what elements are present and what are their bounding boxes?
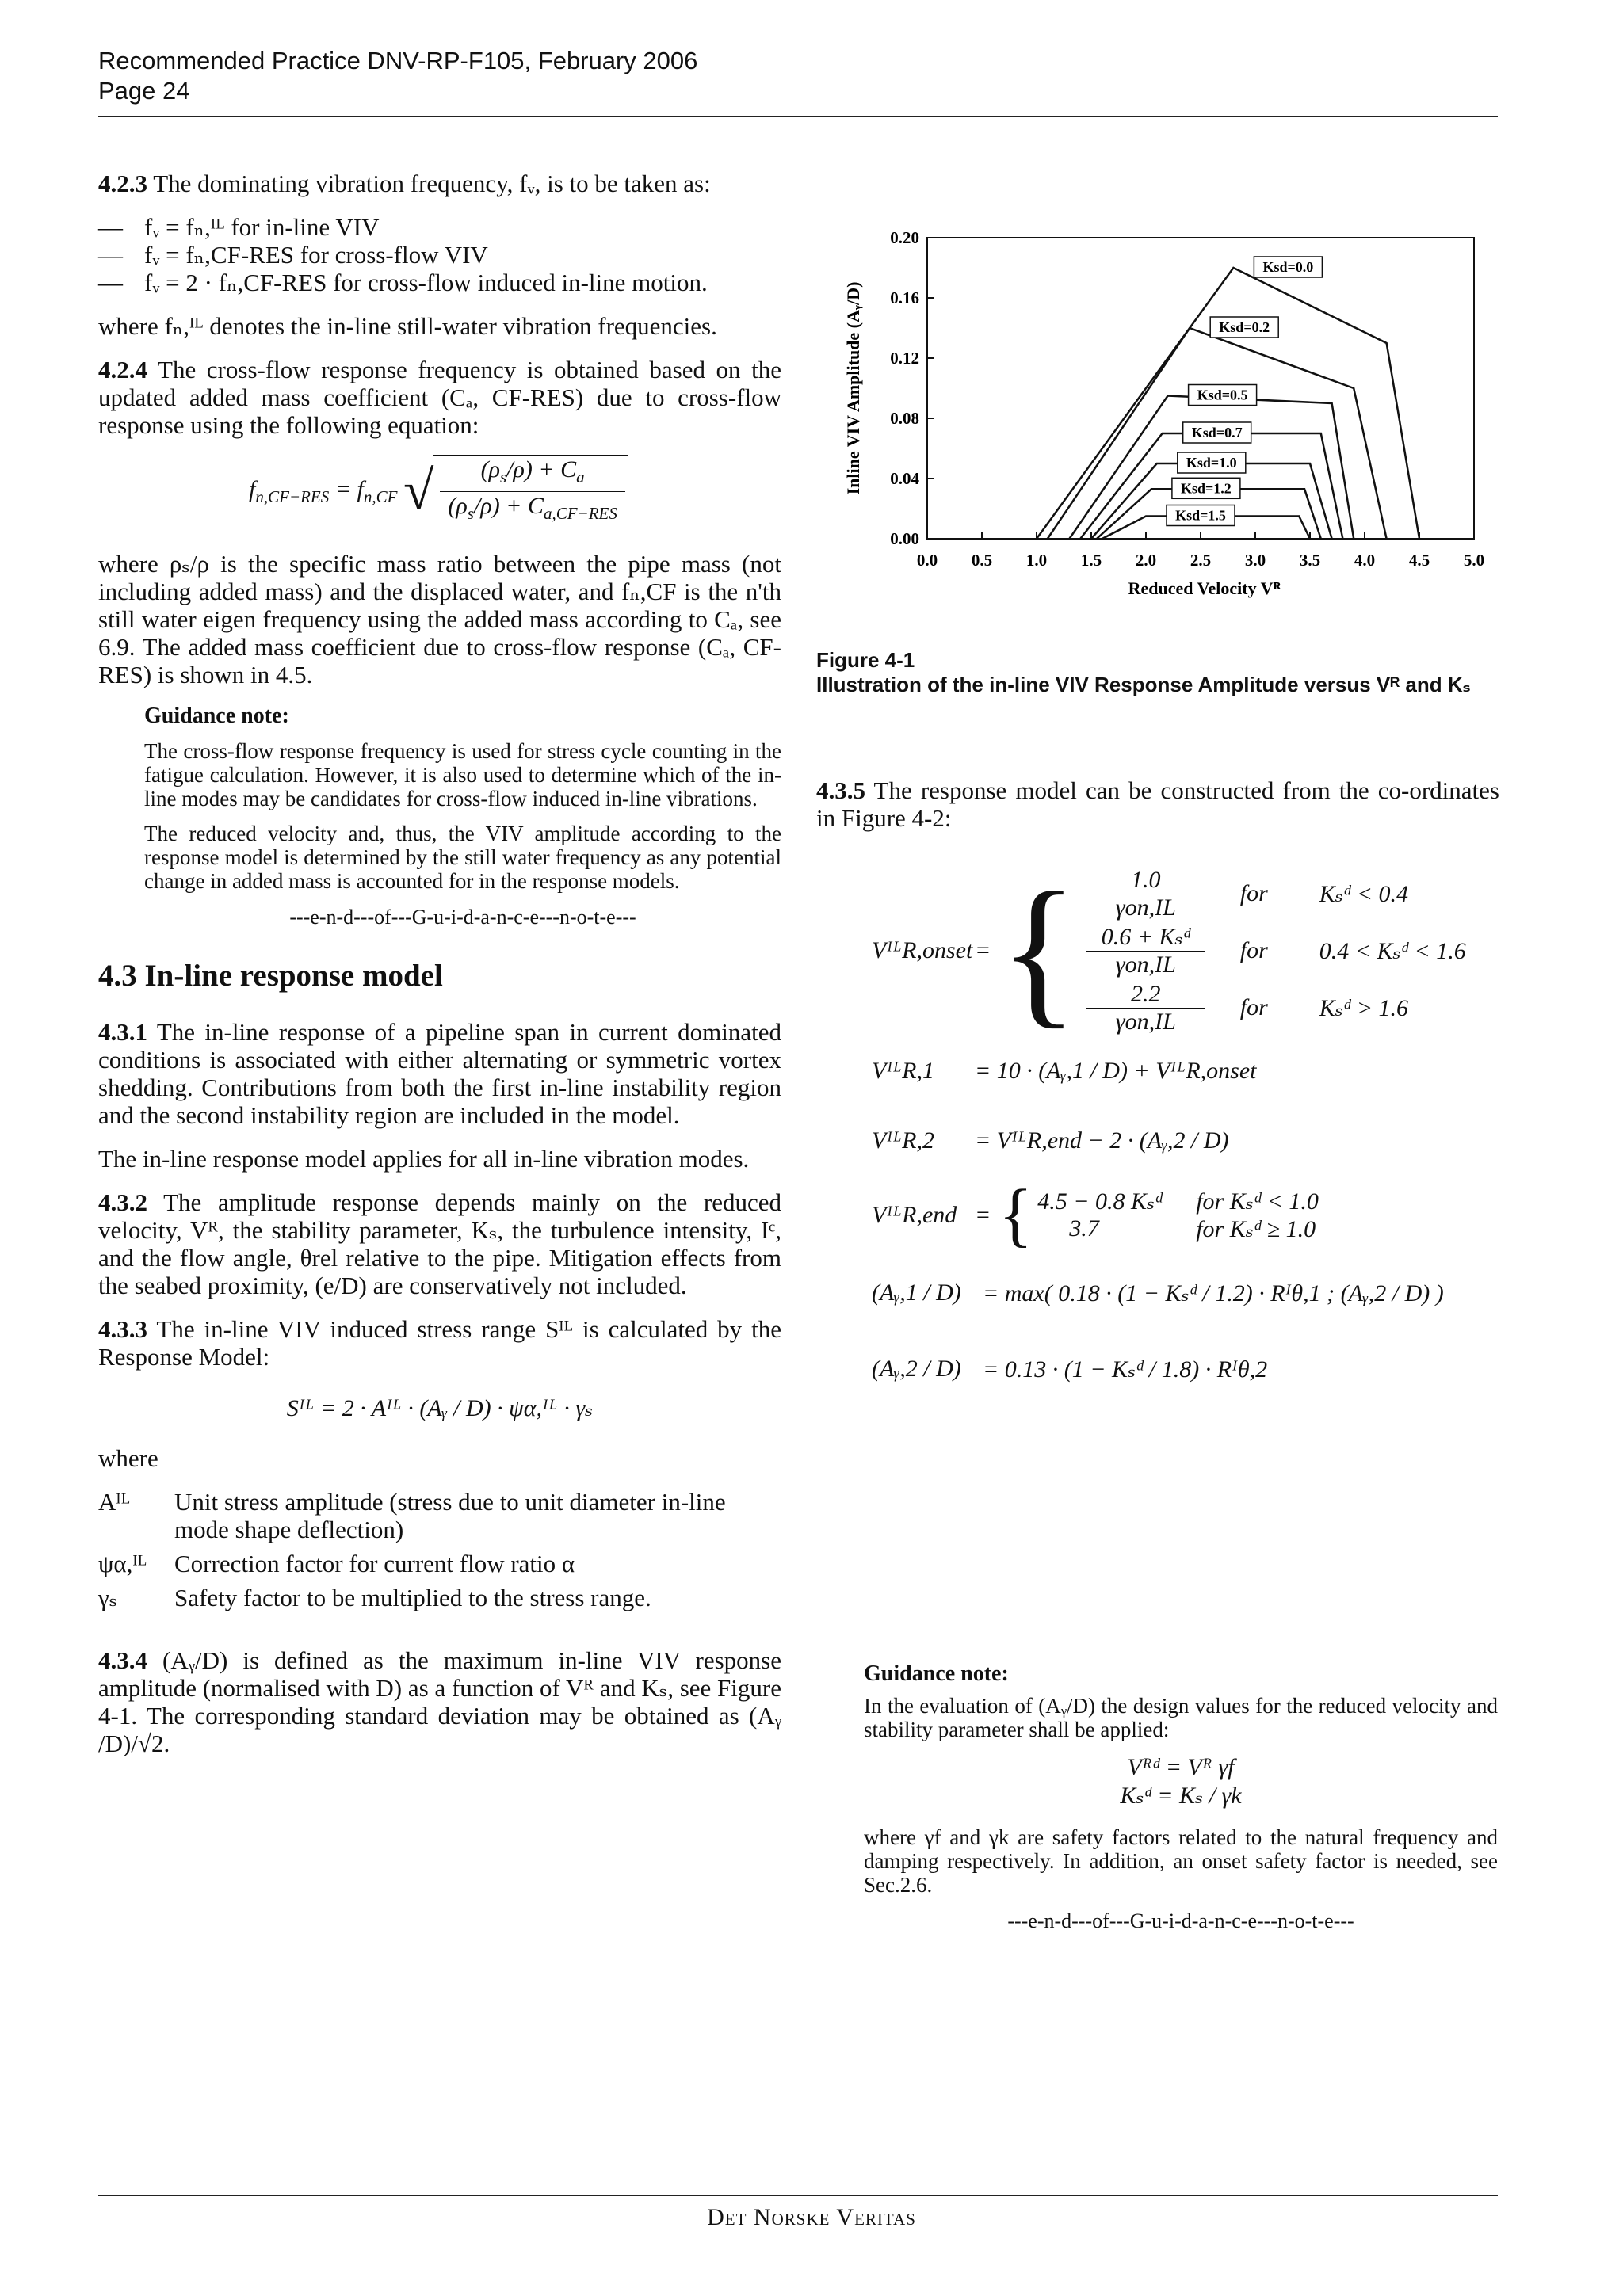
section-number: 4.2.4 xyxy=(98,356,147,383)
equation-ay2: (Aᵧ,2 / D) = 0.13 · (1 − Kₛᵈ / 1.8) · Rᴵθ,2 xyxy=(872,1356,1268,1383)
x-tick-label: 3.0 xyxy=(1244,551,1266,570)
chart-x-axis-label: Reduced Velocity Vᴿ xyxy=(1128,578,1281,598)
right-column xyxy=(816,776,1499,848)
header-title: Recommended Practice DNV-RP-F105, February 2006 xyxy=(98,47,698,74)
y-tick-label: 0.16 xyxy=(890,288,919,307)
equation-sil: Sᴵᴸ = 2 · Aᴵᴸ · (Aᵧ / D) · ψα,ᴵᴸ · γₛ xyxy=(286,1395,594,1421)
equation-fn-cf-res: $f_{n,CF-RES} = f_{n,CF}$ √ $\frac{(\rho_s/\rho) + C_a}{(\rho_s/\rho) + C_{a,CF-RES}}$ xyxy=(249,455,781,528)
equation-vr2: VᴵᴸR,2 = VᴵᴸR,end − 2 · (Aᵧ,2 / D) xyxy=(872,1127,1229,1154)
figure-label: Figure 4-1 xyxy=(816,648,915,672)
y-tick-label: 0.12 xyxy=(890,349,919,368)
list-item: — fᵥ = 2 · fₙ,CF-RES for cross-flow induced in-line motion. xyxy=(98,269,708,296)
series-label: Ksd=0.7 xyxy=(1191,425,1243,441)
list-item: — fᵥ = fₙ,ᴵᴸ for in-line VIV xyxy=(98,213,380,241)
para-4-3-2 xyxy=(98,1188,781,1299)
x-tick-label: 4.0 xyxy=(1354,551,1376,570)
guidance-note-1 xyxy=(144,704,781,929)
para-text: The cross-flow response frequency is obtained based on the updated added mass coefficient (Cₐ, CF-RES) due to cross-flow response using the following equation: xyxy=(98,356,781,439)
series-label: Ksd=1.5 xyxy=(1175,507,1226,524)
x-tick-label: 2.0 xyxy=(1135,551,1157,570)
para-where: where xyxy=(98,1444,158,1472)
footer-text: Det Norske Veritas xyxy=(707,2204,916,2230)
y-tick-label: 0.00 xyxy=(890,529,919,548)
section-title-4-3: 4.3 In-line response model xyxy=(98,959,443,993)
x-tick-label: 5.0 xyxy=(1463,551,1485,570)
figure-caption xyxy=(816,648,1499,697)
footer-rule xyxy=(98,2195,1498,2196)
para-text: The dominating vibration frequency, fᵥ, is to be taken as: xyxy=(147,170,711,197)
para-4-2-3 xyxy=(98,170,781,197)
para-where-fnil: where fₙ,ᴵᴸ denotes the in-line still-water vibration frequencies. xyxy=(98,312,717,340)
list-item: γₛ Safety factor to be multiplied to the stress range. xyxy=(98,1584,651,1611)
para-4-3-1-b: The in-line response model applies for all in-line vibration modes. xyxy=(98,1145,750,1173)
equation-ksd: Kₛᵈ = Kₛ / γk xyxy=(1120,1783,1242,1809)
response-model-equations xyxy=(872,859,1490,1407)
equation-vrd: Vᴿᵈ = Vᴿ γf xyxy=(1127,1754,1235,1780)
section-number: 4.3.1 xyxy=(98,1018,147,1046)
list-item: ψα,ᴵᴸ Correction factor for current flow ratio α xyxy=(98,1550,575,1577)
equation-vend: VᴵᴸR,end = { 4.5 − 0.8 Kₛᵈ for Kₛᵈ < 1.0 3.7 for Kₛᵈ ≥ 1.0 xyxy=(872,1176,1319,1254)
x-tick-label: 0.5 xyxy=(971,551,993,570)
section-number: 4.3.4 xyxy=(98,1646,147,1674)
guidance-note-2 xyxy=(864,1662,1498,1933)
frequency-list xyxy=(98,213,781,296)
series-label: Ksd=1.2 xyxy=(1181,480,1232,497)
page-header xyxy=(98,46,697,106)
equation-v-onset: VᴵᴸR,onset = { $\frac{1.0}{\text{γon,IL}}$ for Kₛᵈ < 0.4 $\frac{\text{0.6 + Kₛᵈ}}{\text{γon,IL}}$ for 0.4 < Kₛᵈ < 1.6 $\frac{2.2}{\text{γon,IL}}$ for Kₛᵈ > 1.6 xyxy=(872,859,1466,1043)
x-tick-label: 4.5 xyxy=(1408,551,1430,570)
y-tick-label: 0.04 xyxy=(890,469,919,488)
section-number: 4.3.3 xyxy=(98,1315,147,1343)
x-tick-label: 1.5 xyxy=(1080,551,1102,570)
section-number: 4.2.3 xyxy=(98,170,147,197)
list-item: — fᵥ = fₙ,CF-RES for cross-flow VIV xyxy=(98,241,488,269)
series-label: Ksd=0.5 xyxy=(1197,387,1248,403)
equation-ay1: (Aᵧ,1 / D) = max( 0.18 · (1 − Kₛᵈ / 1.2) · Rᴵθ,1 ; (Aᵧ,2 / D) ) xyxy=(872,1280,1444,1306)
chart-legend-labels xyxy=(1167,257,1322,526)
para-4-3-5 xyxy=(816,776,1499,832)
x-tick-label: 1.0 xyxy=(1025,551,1048,570)
guidance-para: The cross-flow response frequency is used for stress cycle counting in the fatigue calculation. However, it is also used to determine which of the in-line modes may be candidates for cross-flow induced in-line vibrations. xyxy=(144,739,781,810)
guidance-para: where γf and γk are safety factors related to the natural frequency and damping respectively. In addition, an onset safety factor is needed, see Sec.2.6. xyxy=(864,1825,1498,1897)
para-4-3-3 xyxy=(98,1315,781,1371)
x-tick-label: 0.0 xyxy=(916,551,938,570)
guidance-title: Guidance note: xyxy=(864,1661,1009,1686)
viv-amplitude-chart xyxy=(840,222,1490,618)
para-text: The response model can be constructed from the co-ordinates in Figure 4-2: xyxy=(816,776,1499,832)
y-tick-label: 0.20 xyxy=(890,228,919,247)
para-text: (Aᵧ/D) is defined as the maximum in-line VIV response amplitude (normalised with D) as a function of Vᴿ and Kₛ, see Figure 4-1. The corresponding standard deviation may be obtained as (Aᵧ /D)/√2. xyxy=(98,1646,781,1757)
section-number: 4.3.5 xyxy=(816,776,865,804)
header-page: Page 24 xyxy=(98,77,190,105)
definition-list xyxy=(98,1488,781,1611)
guidance-para: In the evaluation of (Aᵧ/D) the design values for the reduced velocity and stability parameter shall be applied: xyxy=(864,1694,1498,1741)
guidance-end: ---e-n-d---of---G-u-i-d-a-n-c-e---n-o-t-e--- xyxy=(1007,1909,1354,1932)
x-tick-label: 3.5 xyxy=(1299,551,1321,570)
y-tick-label: 0.08 xyxy=(890,409,919,428)
guidance-title: Guidance note: xyxy=(144,704,289,728)
x-tick-label: 2.5 xyxy=(1190,551,1212,570)
series-label: Ksd=0.0 xyxy=(1262,259,1314,275)
series-label: Ksd=1.0 xyxy=(1186,455,1237,471)
para-4-3-1 xyxy=(98,1018,781,1129)
chart-y-axis-label: Inline VIV Amplitude (Aᵧ/D) xyxy=(843,281,863,495)
para-text: The in-line response of a pipeline span in current dominated conditions is associated with either alternating or symmetric vortex shedding. Contributions from both the first in-line instability region and the second instability region are included in the model. xyxy=(98,1018,781,1129)
guidance-end: ---e-n-d---of---G-u-i-d-a-n-c-e---n-o-t-e--- xyxy=(289,906,636,929)
para-4-2-4 xyxy=(98,356,781,439)
series-line xyxy=(1091,463,1332,539)
list-item: Aᴵᴸ Unit stress amplitude (stress due to unit diameter in-line mode shape deflection) xyxy=(98,1488,726,1543)
para-4-3-4 xyxy=(98,1646,781,1757)
figure-caption-text: Illustration of the in-line VIV Response Amplitude versus Vᴿ and Kₛ xyxy=(816,673,1471,696)
piecewise-cases: $\frac{1.0}{\text{γon,IL}}$ for Kₛᵈ < 0.4 $\frac{\text{0.6 + Kₛᵈ}}{\text{γon,IL}}$ for 0.4 < Kₛᵈ < 1.6 $\frac{2.2}{\text{γon,IL}}$ for Kₛᵈ > 1.6 xyxy=(1083,865,1466,1036)
para-text: The in-line VIV induced stress range Sᴵᴸ is calculated by the Response Model: xyxy=(98,1315,781,1371)
series-label: Ksd=0.2 xyxy=(1219,319,1270,335)
left-column xyxy=(98,170,781,1773)
para-where-rho: where ρₛ/ρ is the specific mass ratio between the pipe mass (not including added mass) and the displaced water, and fₙ,CF is the n'th still water eigen frequency using the added mass according to Cₐ, see 6.9. The added mass coefficient due to cross-flow response (Cₐ, CF-RES) is shown in 4.5. xyxy=(98,550,781,688)
header-rule xyxy=(98,116,1498,117)
para-text: The amplitude response depends mainly on the reduced velocity, Vᴿ, the stability parameter, Kₛ, the turbulence intensity, Iᶜ, and the flow angle, θrel relative to the pipe. Mitigation effects from the seabed proximity, (e/D) are conservatively not included. xyxy=(98,1188,781,1299)
section-number: 4.3.2 xyxy=(98,1188,147,1216)
equation-vr1: VᴵᴸR,1 = 10 · (Aᵧ,1 / D) + VᴵᴸR,onset xyxy=(872,1058,1257,1084)
guidance-para: The reduced velocity and, thus, the VIV amplitude according to the response model is determined by the still water frequency as any potential change in added mass is accounted for in the response models. xyxy=(144,822,781,893)
